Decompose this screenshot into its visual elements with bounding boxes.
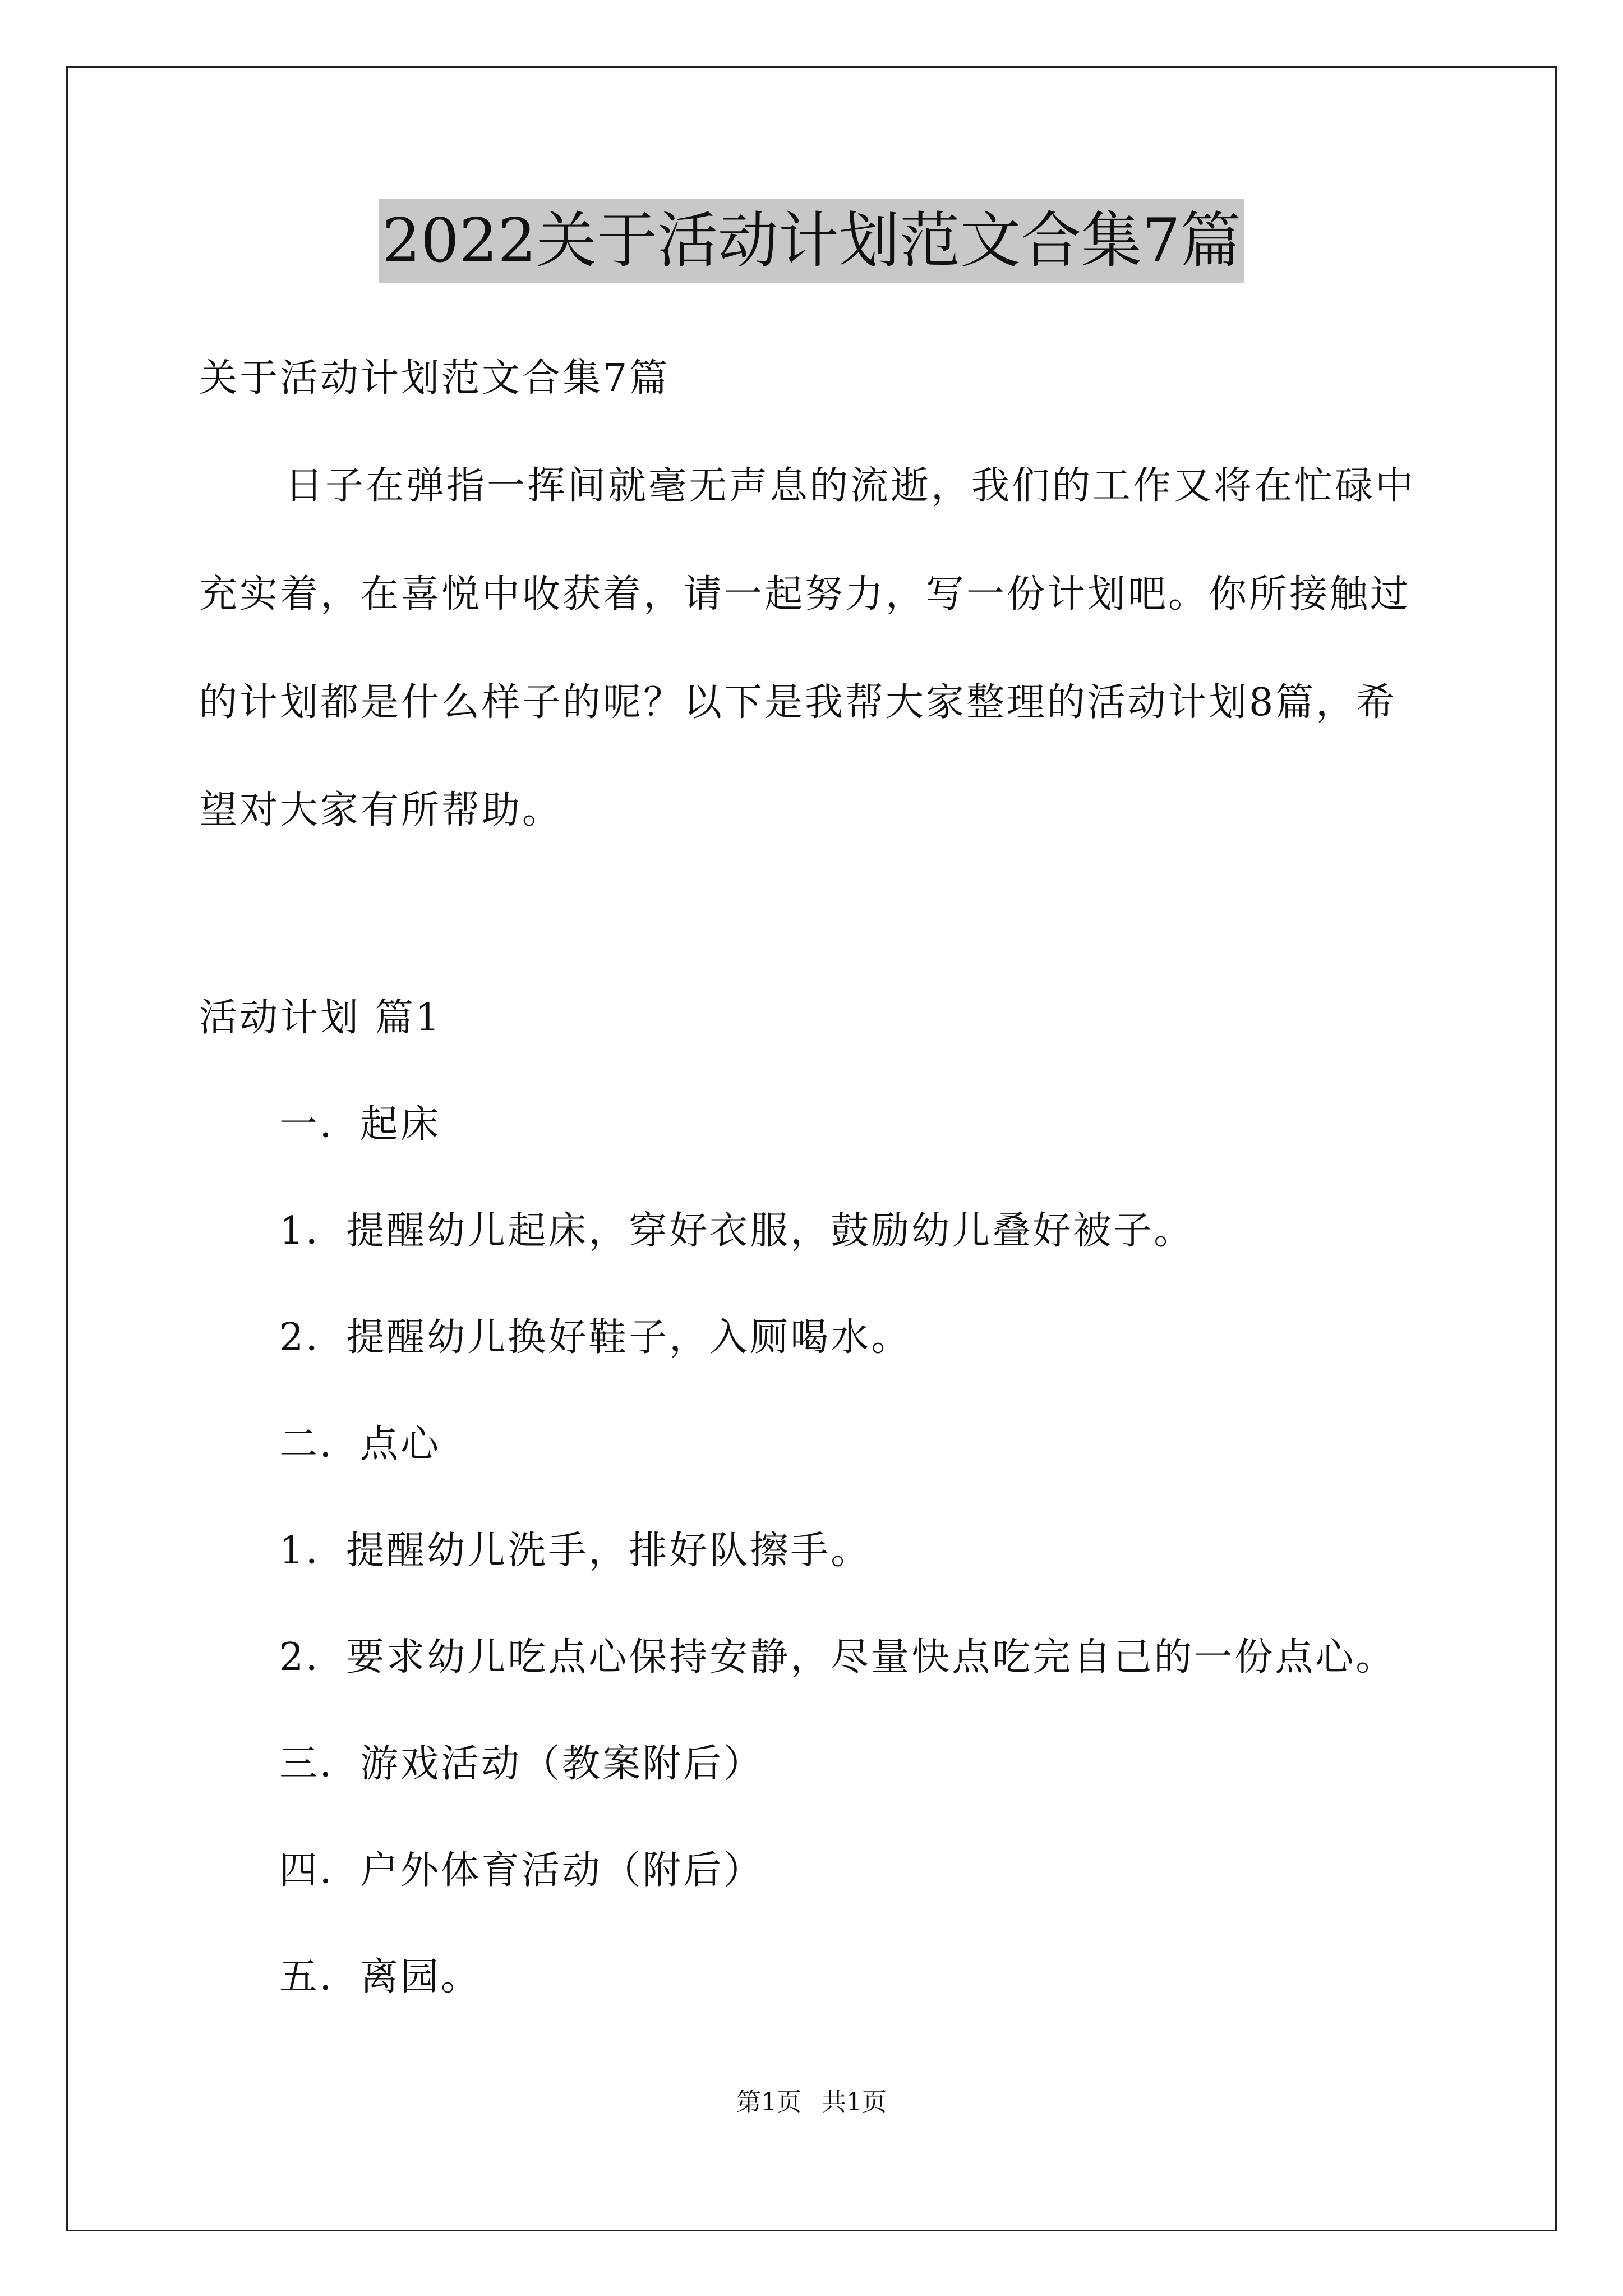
- list-item: 四．户外体育活动（附后）: [279, 1848, 764, 1893]
- total-pages-label: 共1页: [822, 2088, 887, 2116]
- list-item: 2．要求幼儿吃点心保持安静，尽量快点吃完自己的一份点心。: [279, 1635, 1396, 1680]
- title-container: [0, 199, 1623, 283]
- list-item: 一．起床: [279, 1102, 441, 1147]
- intro-line-4: 望对大家有所帮助。: [199, 788, 563, 832]
- intro-line-3: 的计划都是什么样子的呢？以下是我帮大家整理的活动计划8篇，希: [199, 680, 1397, 725]
- list-item: 2．提醒幼儿换好鞋子，入厕喝水。: [279, 1315, 912, 1360]
- intro-line-1: 日子在弹指一挥间就毫无声息的流逝，我们的工作又将在忙碌中: [285, 464, 1416, 508]
- page-number-label: 第1页: [736, 2088, 801, 2116]
- document-title: 2022关于活动计划范文合集7篇: [379, 199, 1244, 283]
- document-subtitle: 关于活动计划范文合集7篇: [199, 356, 670, 401]
- list-item: 五．离园。: [279, 1955, 482, 1999]
- list-item: 1．提醒幼儿起床，穿好衣服，鼓励幼儿叠好被子。: [279, 1209, 1195, 1253]
- intro-line-2: 充实着，在喜悦中收获着，请一起努力，写一份计划吧。你所接触过: [199, 572, 1411, 616]
- list-item: 三．游戏活动（教案附后）: [279, 1742, 764, 1786]
- list-item: 二．点心: [279, 1422, 441, 1466]
- list-item: 1．提醒幼儿洗手，排好队擦手。: [279, 1529, 872, 1573]
- section-heading: 活动计划 篇1: [199, 996, 442, 1040]
- page-footer: [0, 2086, 1623, 2119]
